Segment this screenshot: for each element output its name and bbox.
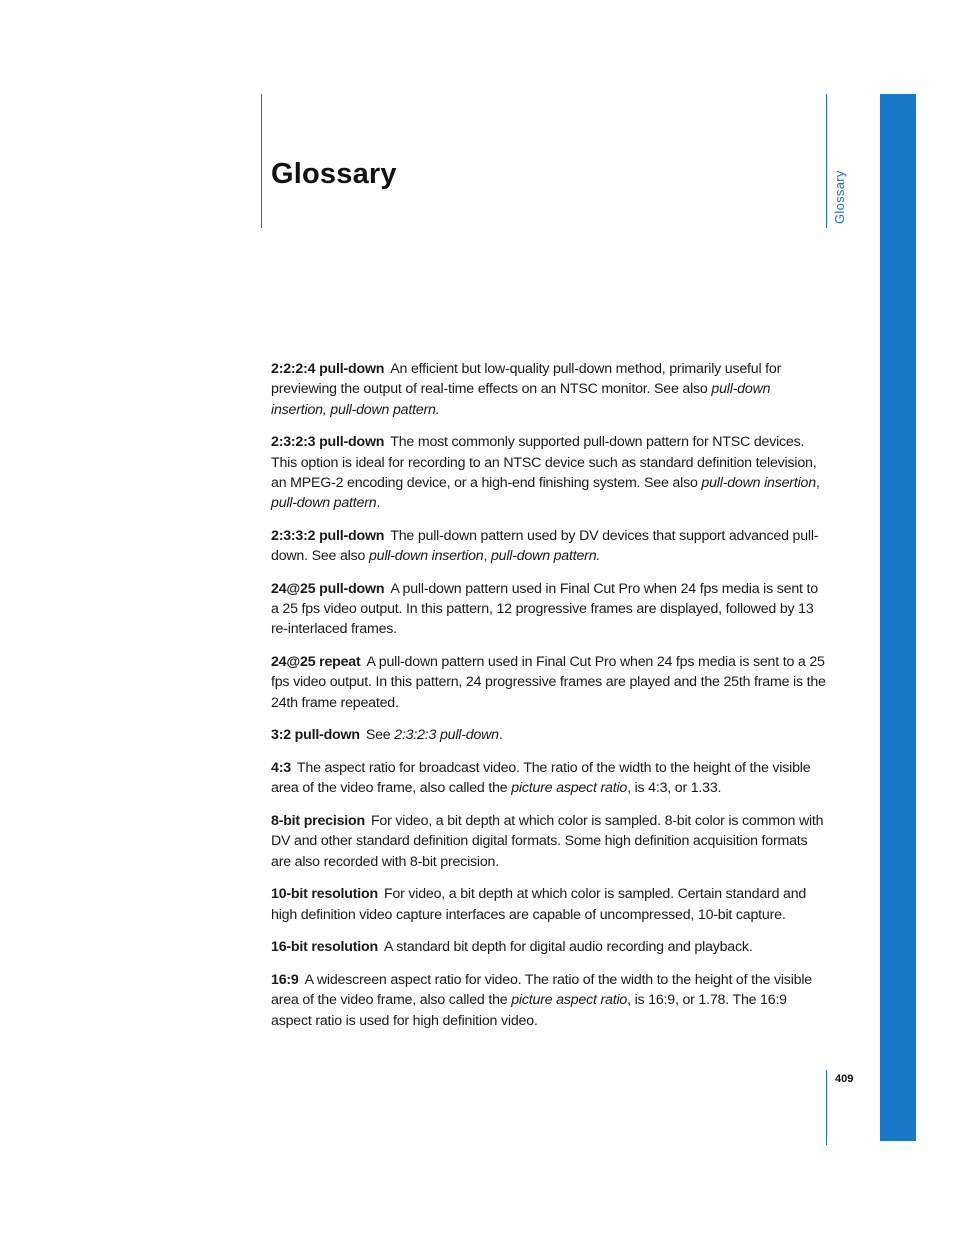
glossary-entry xyxy=(271,579,827,640)
cross-reference: picture aspect ratio xyxy=(511,992,628,1009)
glossary-term: 8-bit precision xyxy=(271,813,365,830)
glossary-term: 2:3:2:3 pull-down xyxy=(271,434,385,451)
glossary-entry xyxy=(271,652,827,713)
cross-reference: pull-down pattern xyxy=(271,495,377,512)
chapter-title: Glossary xyxy=(271,158,397,190)
chapter-title-rule xyxy=(261,94,262,228)
glossary-term: 3:2 pull-down xyxy=(271,727,360,744)
definition-text: A pull-down pattern used in Final Cut Pro when 24 fps media is sent to a 25 fps video output. In this pattern, 24 progressive frames are played and the 25th frame is the 24th frame repeated. xyxy=(271,654,826,711)
glossary-entry xyxy=(271,432,827,513)
glossary-term: 2:2:2:4 pull-down xyxy=(271,361,385,377)
definition-text: An efficient but low-quality pull-down method, primarily useful for previewing the output of real-time effects on an NTSC monitor. See also xyxy=(271,361,782,398)
glossary-term: 4:3 xyxy=(271,760,291,777)
definition-text: , is 4:3, or 1.33. xyxy=(627,780,722,797)
definition-text: See xyxy=(365,727,395,744)
glossary-entry xyxy=(271,526,827,567)
glossary-entries xyxy=(271,359,827,1043)
glossary-term: 24@25 pull-down xyxy=(271,580,385,597)
definition-text: A pull-down pattern used in Final Cut Pro when 24 fps media is sent to a 25 fps video output. In this pattern, 12 progressive frames are displayed, followed by 13 re-interlaced frames. xyxy=(271,580,818,638)
definition-text: The most commonly supported pull-down pattern for NTSC devices. This option is ideal for recording to an NTSC device such as standard definition television, an MPEG-2 encoding device, or a high-end finishing system. See also xyxy=(271,434,817,491)
page-number: 409 xyxy=(835,1073,854,1085)
definition-text: A widescreen aspect ratio for video. The ratio of the width to the height of the visible area of the video frame, also called the xyxy=(271,972,812,1009)
cross-reference: picture aspect ratio xyxy=(511,780,628,797)
definition-text: , xyxy=(815,474,820,491)
cross-reference: pull-down insertion xyxy=(701,474,816,491)
definition-text: , xyxy=(483,548,491,565)
glossary-entry xyxy=(271,811,827,872)
glossary-entry xyxy=(271,359,827,420)
glossary-entry xyxy=(271,884,827,925)
glossary-term: 2:3:3:2 pull-down xyxy=(271,527,385,544)
cross-reference: pull-down insertion, pull-down pattern. xyxy=(271,381,771,418)
definition-text: . xyxy=(376,495,381,512)
definition-text: The aspect ratio for broadcast video. The ratio of the width to the height of the visible area of the video frame, also called the xyxy=(271,760,811,797)
running-head-rule xyxy=(826,94,827,228)
cross-reference: pull-down insertion xyxy=(368,548,484,565)
cross-reference: pull-down pattern. xyxy=(490,548,601,565)
glossary-term: 24@25 repeat xyxy=(271,654,361,671)
running-head: Glossary xyxy=(832,170,847,224)
definition-text: A standard bit depth for digital audio recording and playback. xyxy=(383,939,753,956)
chapter-side-tab xyxy=(880,94,916,1141)
glossary-term: 16-bit resolution xyxy=(271,939,378,956)
glossary-term: 16:9 xyxy=(271,972,299,989)
page-number-rule xyxy=(826,1070,827,1145)
definition-text: For video, a bit depth at which color is sampled. 8-bit color is common with DV and other standard definition digital formats. Some high definition acquisition formats are also recorded with 8-bit precision. xyxy=(271,813,824,870)
definition-text: . xyxy=(498,727,503,744)
cross-reference: 2:3:2:3 pull-down xyxy=(394,727,499,744)
glossary-entry xyxy=(271,725,827,745)
definition-text: The pull-down pattern used by DV devices that support advanced pull-down. See also xyxy=(271,527,819,565)
definition-text: For video, a bit depth at which color is sampled. Certain standard and high definition video capture interfaces are capable of uncompressed, 10-bit capture. xyxy=(271,886,807,923)
definition-text: , is 16:9, or 1.78. The 16:9 aspect ratio is used for high definition video. xyxy=(271,992,787,1029)
glossary-term: 10-bit resolution xyxy=(271,886,378,903)
glossary-entry xyxy=(271,758,827,799)
glossary-entry xyxy=(271,937,827,957)
glossary-entry xyxy=(271,970,827,1031)
